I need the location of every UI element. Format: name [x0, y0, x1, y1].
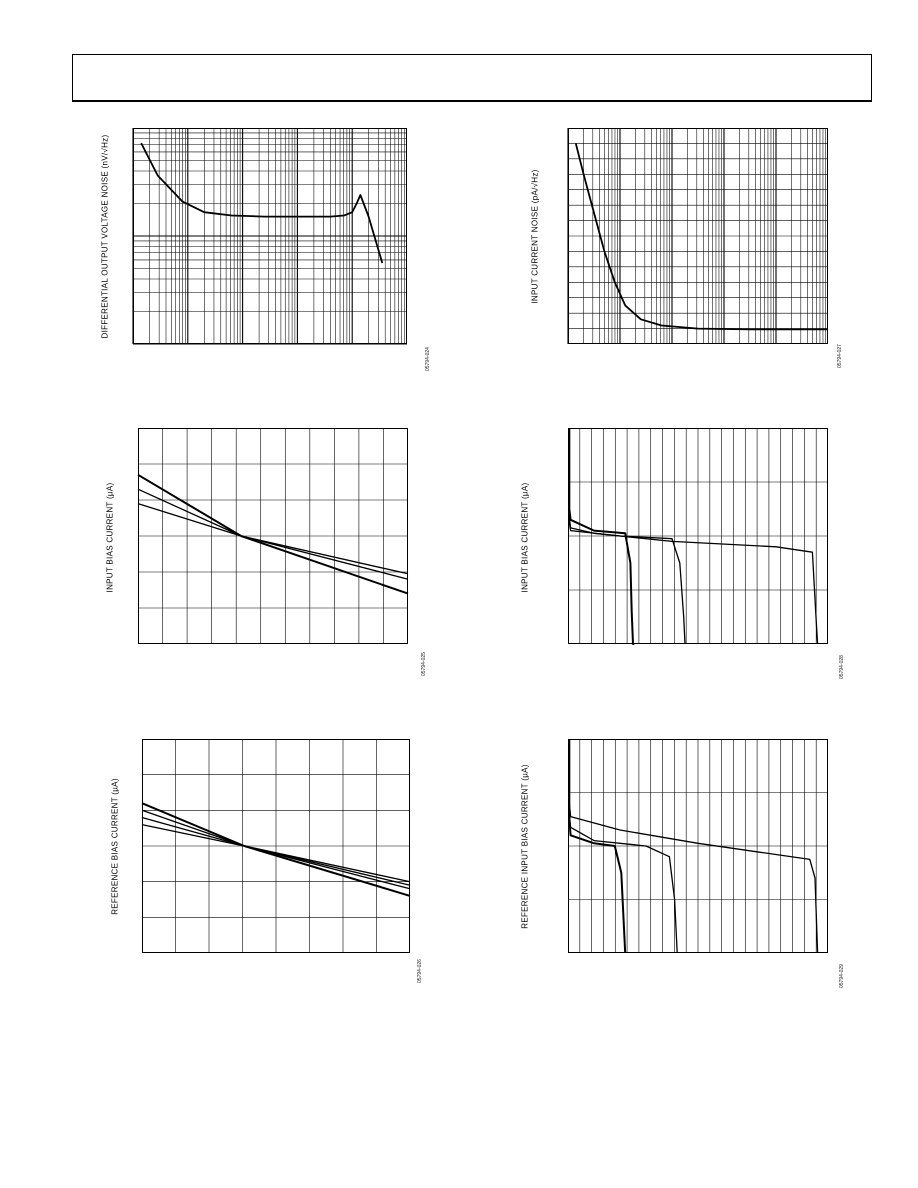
- figure-code: 05794-025: [421, 652, 427, 676]
- figure-code: 05794-027: [837, 344, 843, 368]
- figure-code: 05794-026: [417, 959, 423, 983]
- chart-current-noise: [568, 128, 828, 344]
- y-axis-label: DIFFERENTIAL OUTPUT VOLTAGE NOISE (nV/√Hz): [100, 134, 110, 339]
- chart-input-bias-vs-voltage: [568, 428, 828, 644]
- y-axis-label: REFERENCE BIAS CURRENT (µA): [110, 778, 120, 915]
- chart-output-noise: [133, 128, 407, 344]
- chart-input-bias-vs-x: [138, 428, 408, 644]
- series-line: [138, 504, 408, 574]
- y-axis-label: INPUT BIAS CURRENT (µA): [520, 482, 530, 593]
- series-line: [138, 475, 408, 594]
- figure-code: 05794-029: [839, 964, 845, 988]
- series-line: [141, 143, 382, 263]
- series-line: [138, 489, 408, 579]
- y-axis-label: REFERENCE INPUT BIAS CURRENT (µA): [520, 764, 530, 929]
- y-axis-label: INPUT CURRENT NOISE (pA/√Hz): [530, 169, 540, 304]
- figure-code: 05794-024: [425, 347, 431, 371]
- series-line: [576, 143, 828, 329]
- chart-reference-input-bias-vs-voltage: [568, 739, 828, 953]
- chart-reference-bias-vs-x: [142, 739, 410, 953]
- figure-code: 05794-028: [839, 655, 845, 679]
- y-axis-label: INPUT BIAS CURRENT (µA): [105, 482, 115, 593]
- page-header-box: [72, 54, 872, 102]
